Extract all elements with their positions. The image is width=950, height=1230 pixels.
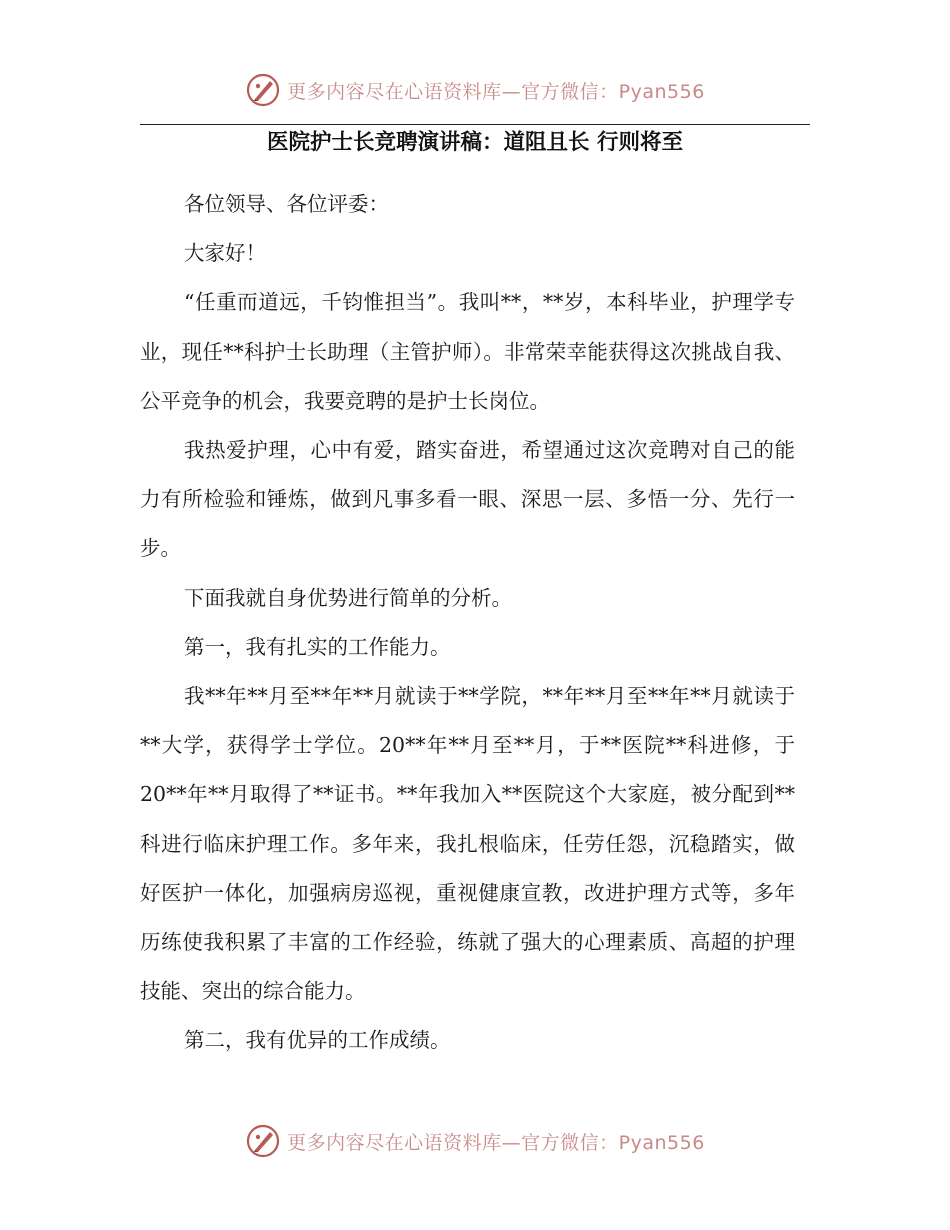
paragraph: 第二，我有优异的工作成绩。 [184,1028,451,1053]
banner-text: 更多内容尽在心语资料库—官方微信：Pyan556 [287,1131,705,1154]
paragraph: 各位领导、各位评委： [184,192,389,216]
paragraph: 大家好！ [184,241,266,266]
pen-logo-icon [245,1123,281,1159]
document-body [140,180,795,1066]
header-rule [140,124,810,125]
paragraph: 第一，我有扎实的工作能力。 [184,634,451,659]
paragraph: 下面我就自身优势进行简单的分析。 [184,585,512,610]
header-banner [0,70,950,110]
footer-banner [0,1121,950,1161]
paragraph: 我**年**月至**年**月就读于**学院，**年**月至**年**月就读于**大学，获得学士学位。20**年**月至**月，于**医院**科进修，于20**年**月取得了**证书。**年我加入**医院这个大家庭，被分配到**科进行临床护理工作。多年来，我扎根临床，任劳任怨，沉稳踏实，做好医护一体化，加强病房巡视，重视健康宣教，改进护理方式等，多年历练使我积累了丰富的工作经验，练就了强大的心理素质、高超的护理技能、突出的综合能力。 [140,684,795,1004]
pen-logo-icon [245,72,281,108]
paragraph: 我热爱护理，心中有爱，踏实奋进，希望通过这次竞聘对自己的能力有所检验和锤炼，做到凡事多看一眼、深思一层、多悟一分、先行一步。 [140,438,795,561]
banner-text: 更多内容尽在心语资料库—官方微信：Pyan556 [287,80,705,103]
document-title: 医院护士长竞聘演讲稿：道阻且长 行则将至 [267,130,683,155]
paragraph: “任重而道远，千钧惟担当”。我叫**，**岁，本科毕业，护理学专业，现任**科护士长助理（主管护师）。非常荣幸能获得这次挑战自我、公平竞争的机会，我要竞聘的是护士长岗位。 [140,290,795,413]
